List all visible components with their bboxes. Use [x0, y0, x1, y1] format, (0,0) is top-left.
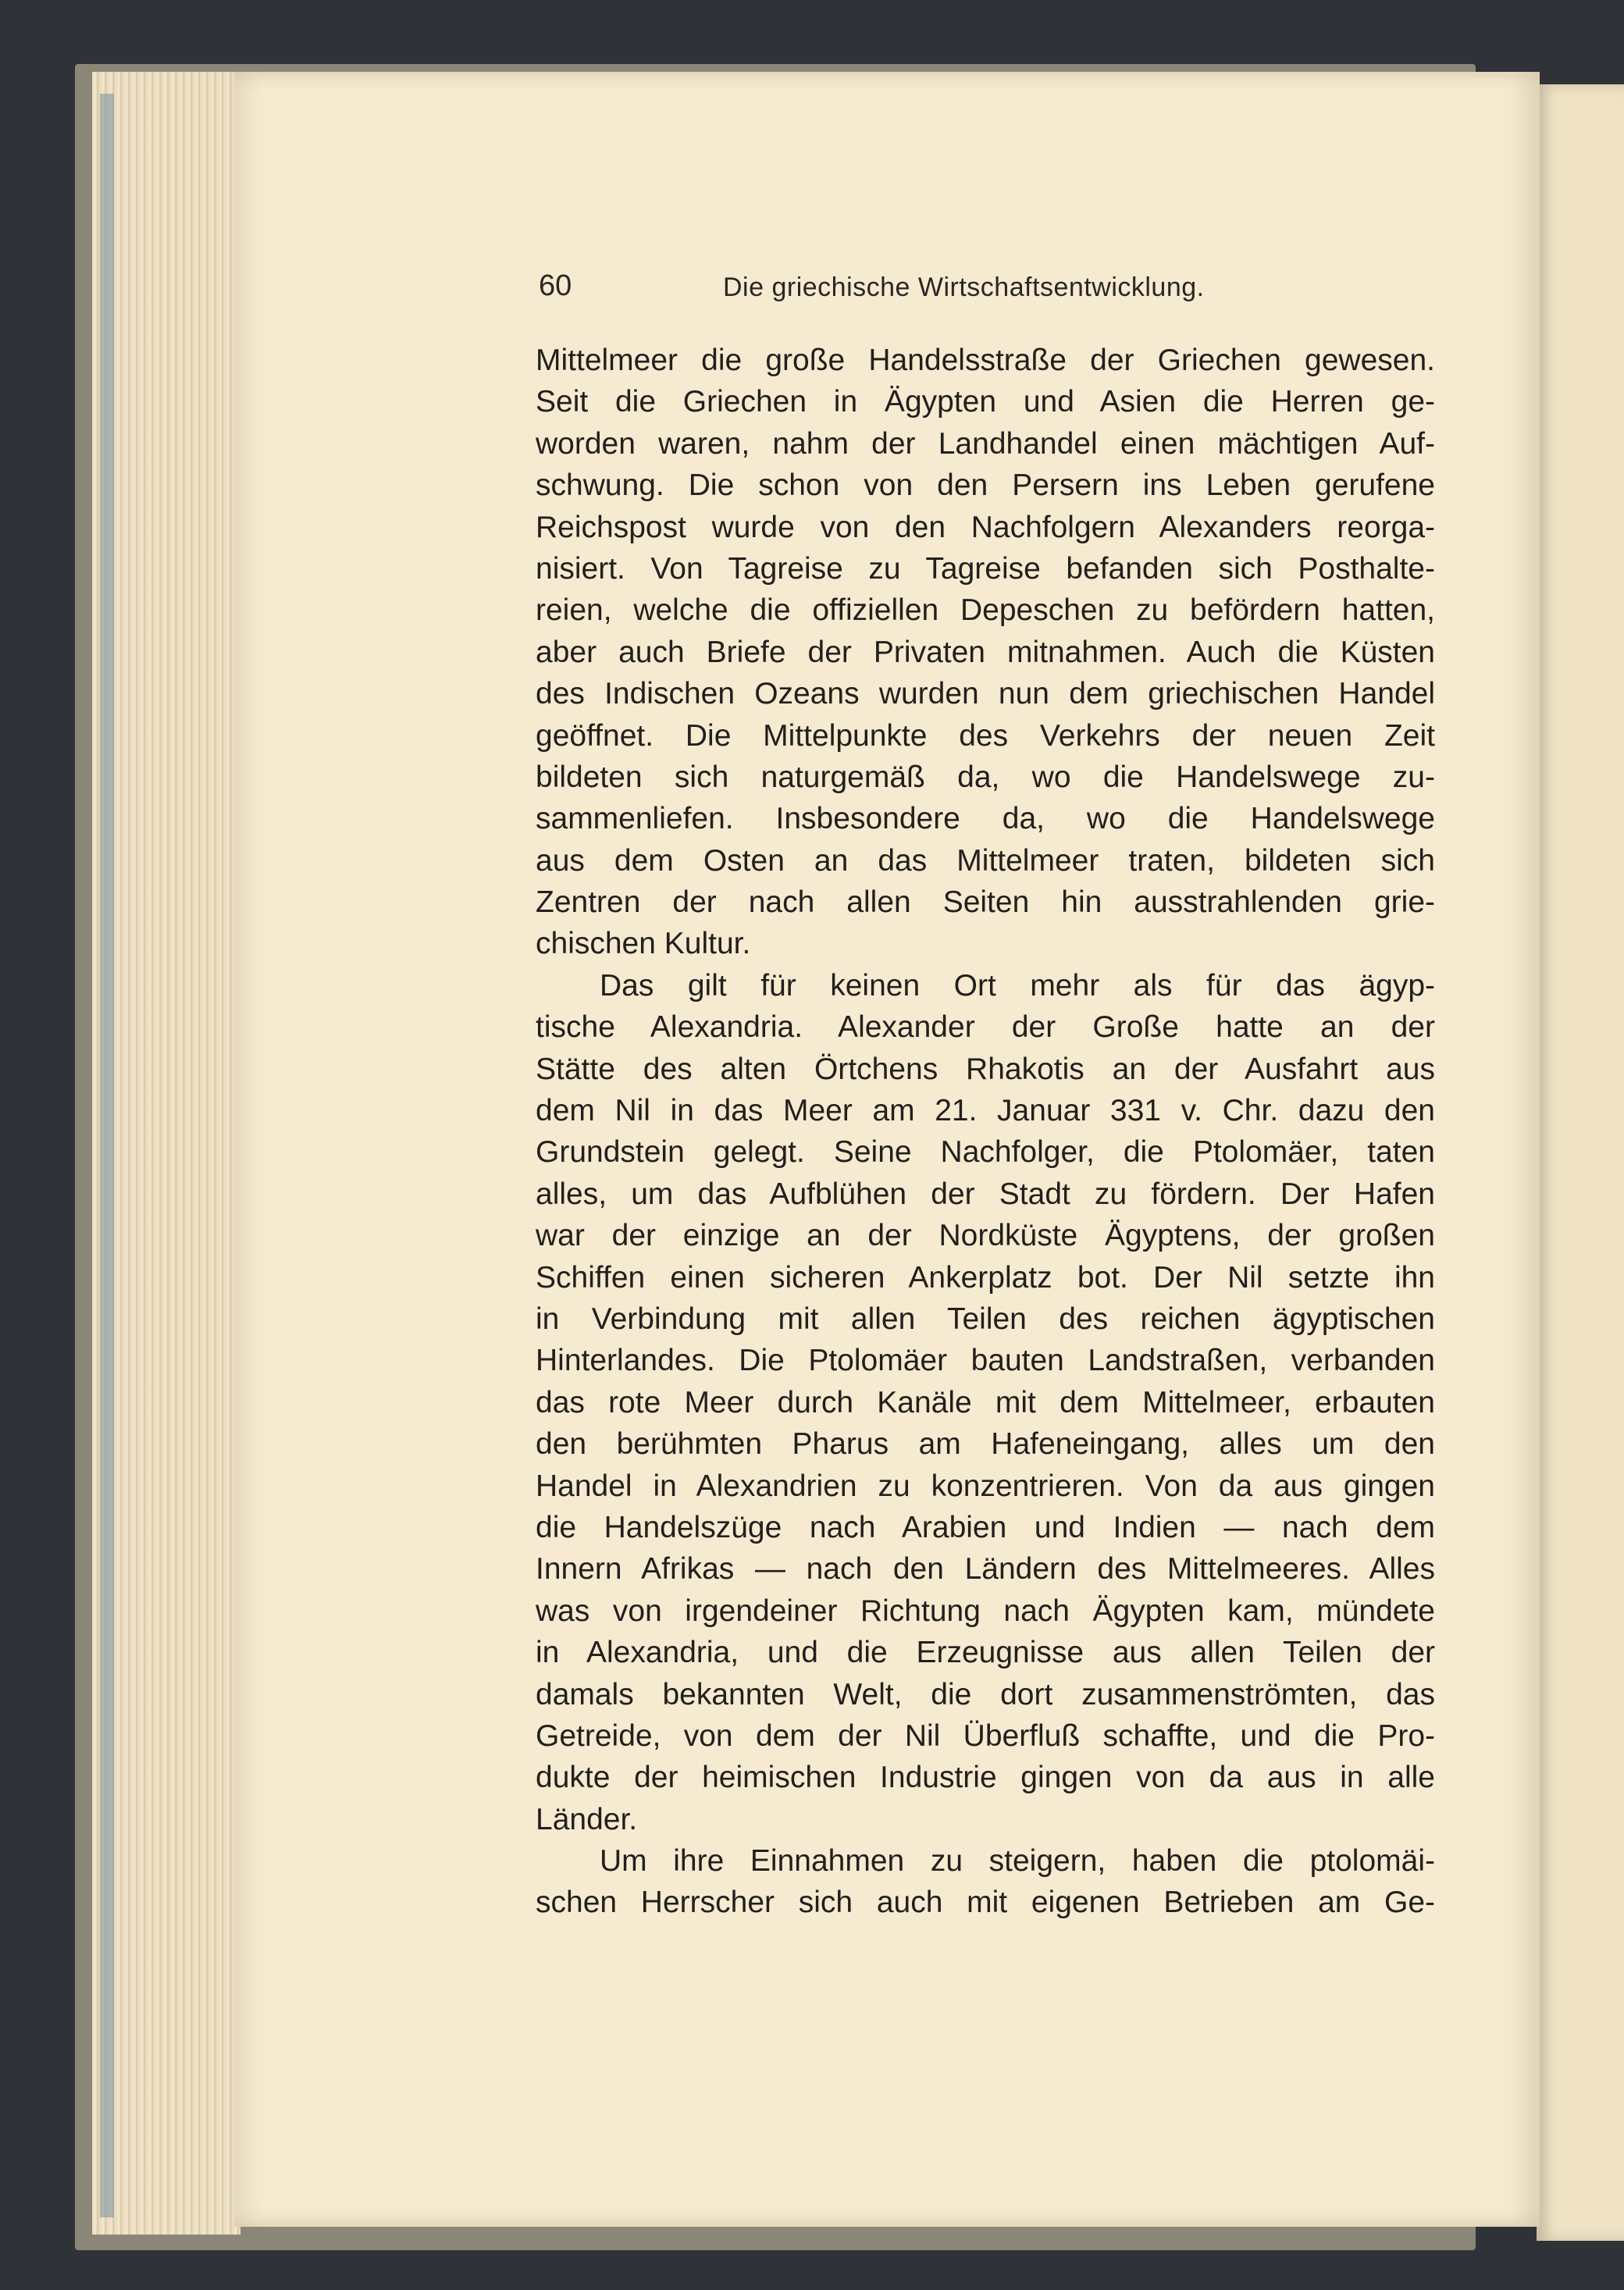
page-header [539, 269, 1280, 313]
text-line: Hinterlandes. Die Ptolomäer bauten Landstraßen, verbanden [536, 1344, 1435, 1378]
text-line: dem Nil in das Meer am 21. Januar 331 v. Chr. dazu den [536, 1094, 1435, 1128]
paragraph-start-line: Um ihre Einnahmen zu steigern, haben die ptolomäi- [600, 1844, 1435, 1879]
page-edges [92, 72, 240, 2235]
text-line: aber auch Briefe der Privaten mitnahmen. Auch die Küsten [536, 635, 1435, 669]
text-line: den berühmten Pharus am Hafeneingang, alles um den [536, 1427, 1435, 1462]
text-line: was von irgendeiner Richtung nach Ägypten kam, mündete [536, 1594, 1435, 1628]
text-line: Getreide, von dem der Nil Überfluß schaffte, und die Pro- [536, 1718, 1435, 1753]
text-line: in Verbindung mit allen Teilen des reichen ägyptischen [536, 1302, 1435, 1336]
text-line: in Alexandria, und die Erzeugnisse aus allen Teilen der [536, 1636, 1435, 1670]
text-line: schwung. Die schon von den Persern ins Leben gerufene [536, 468, 1435, 503]
text-line: Stätte des alten Örtchens Rhakotis an der Ausfahrt aus [536, 1052, 1435, 1086]
page-number: 60 [539, 269, 572, 302]
paragraph-start-line: Das gilt für keinen Ort mehr als für das ägyp- [600, 968, 1435, 1003]
body-text [536, 340, 1435, 1924]
text-line: alles, um das Aufblühen der Stadt zu fördern. Der Hafen [536, 1177, 1435, 1211]
text-line: tische Alexandria. Alexander der Große hatte an der [536, 1010, 1435, 1045]
text-line: Mittelmeer die große Handelsstraße der Griechen gewesen. [536, 344, 1435, 377]
text-line: nisiert. Von Tagreise zu Tagreise befanden sich Posthalte- [536, 551, 1435, 586]
text-line: chischen Kultur. [536, 927, 751, 961]
text-line: damals bekannten Welt, die dort zusammenströmten, das [536, 1677, 1435, 1711]
text-line: bildeten sich naturgemäß da, wo die Handelswege zu- [536, 760, 1435, 794]
text-line: sammenliefen. Insbesondere da, wo die Handelswege [536, 802, 1435, 836]
text-line: war der einzige an der Nordküste Ägyptens, der großen [536, 1219, 1435, 1253]
text-line: das rote Meer durch Kanäle mit dem Mittelmeer, erbauten [536, 1385, 1435, 1419]
facing-page-edge [1537, 84, 1624, 2241]
text-line: Innern Afrikas — nach den Ländern des Mittelmeeres. Alles [536, 1552, 1435, 1587]
text-line: Handel in Alexandrien zu konzentrieren. Von da aus gingen [536, 1469, 1435, 1503]
text-line: Länder. [536, 1802, 638, 1836]
text-line: Reichspost wurde von den Nachfolgern Alexanders reorga- [536, 510, 1435, 544]
binding-edge [100, 94, 114, 2217]
running-title: Die griechische Wirtschaftsentwicklung. [723, 272, 1205, 302]
text-line: Grundstein gelegt. Seine Nachfolger, die Ptolomäer, taten [536, 1135, 1435, 1170]
text-line: schen Herrscher sich auch mit eigenen Betrieben am Ge- [536, 1886, 1435, 1920]
text-line: reien, welche die offiziellen Depeschen zu befördern hatten, [536, 593, 1435, 628]
text-line: des Indischen Ozeans wurden nun dem griechischen Handel [536, 677, 1435, 711]
text-line: Schiffen einen sicheren Ankerplatz bot. Der Nil setzte ihn [536, 1260, 1435, 1295]
text-line: worden waren, nahm der Landhandel einen mächtigen Auf- [536, 426, 1435, 461]
text-line: aus dem Osten an das Mittelmeer traten, bildeten sich [536, 843, 1435, 878]
text-line: Seit die Griechen in Ägypten und Asien die Herren ge- [536, 385, 1435, 419]
text-line: Zentren der nach allen Seiten hin ausstrahlenden grie- [536, 885, 1435, 920]
text-line: geöffnet. Die Mittelpunkte des Verkehrs der neuen Zeit [536, 718, 1435, 753]
text-line: dukte der heimischen Industrie gingen von da aus in alle [536, 1761, 1435, 1795]
text-line: die Handelszüge nach Arabien und Indien — nach dem [536, 1510, 1435, 1544]
